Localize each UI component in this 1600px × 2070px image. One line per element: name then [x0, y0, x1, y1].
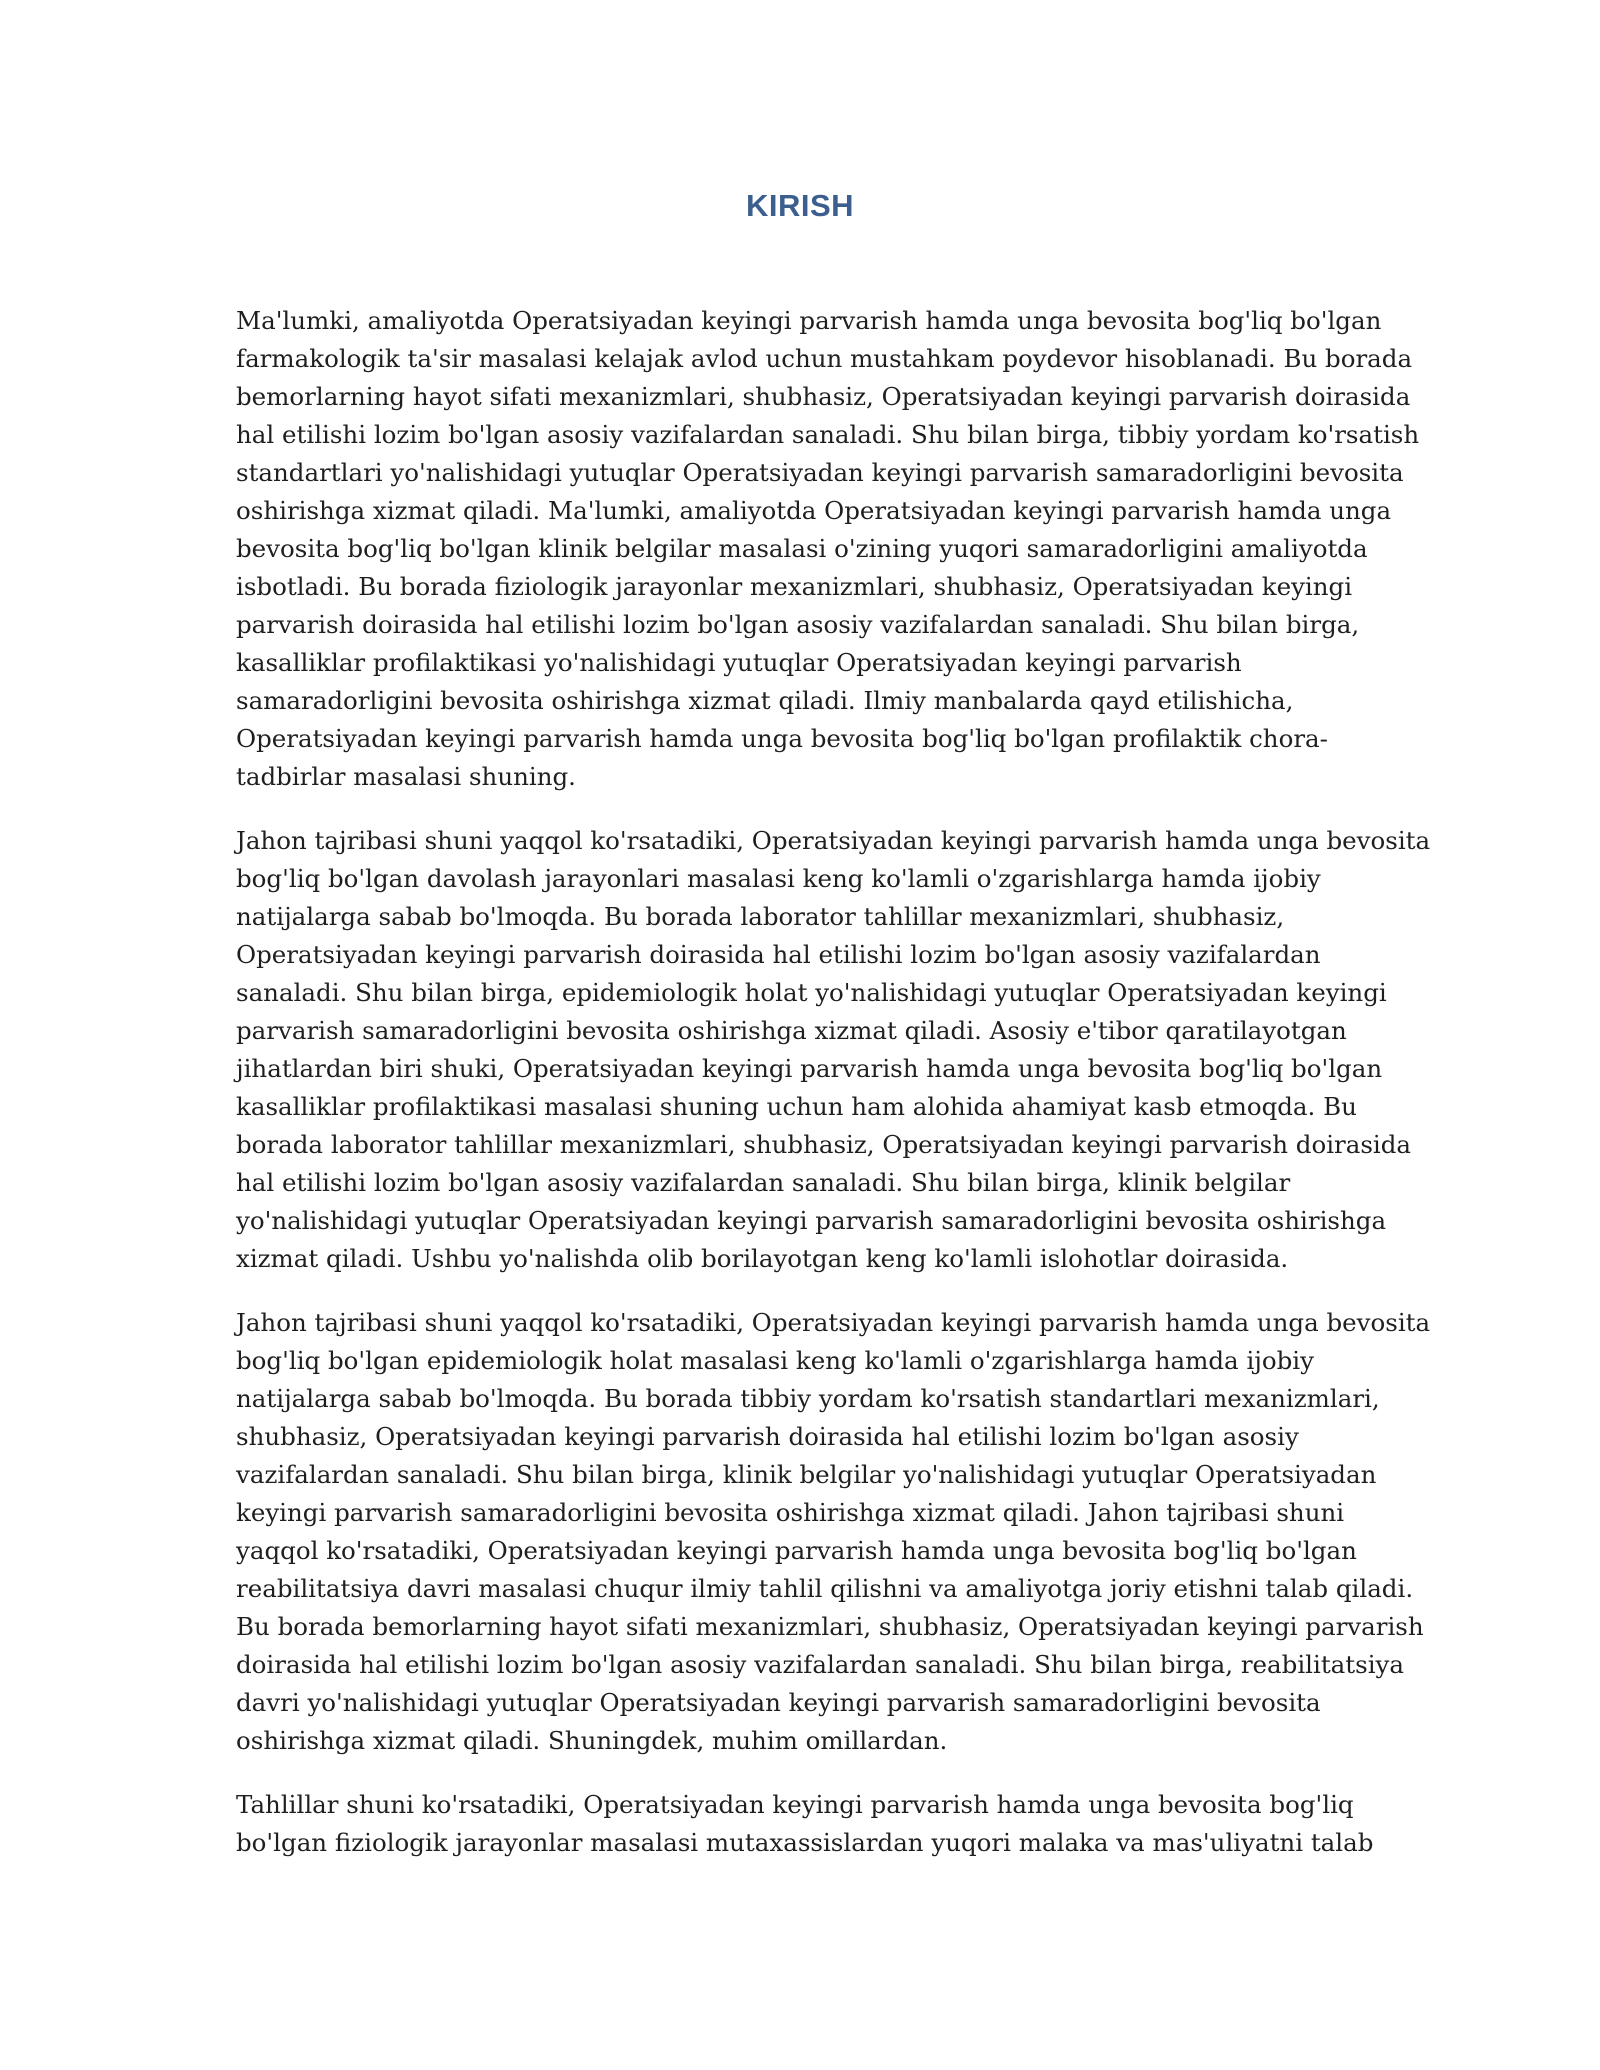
text-line: shubhasiz, Operatsiyadan keyingi parvarish doirasida hal etilishi lozim bo'lgan asosiy	[236, 1422, 1299, 1451]
text-line: yo'nalishidagi yutuqlar Operatsiyadan keyingi parvarish samaradorligini bevosita oshirishga	[236, 1206, 1387, 1235]
text-line: standartlari yo'nalishidagi yutuqlar Operatsiyadan keyingi parvarish samaradorligini bevosita	[236, 458, 1404, 487]
text-line: hal etilishi lozim bo'lgan asosiy vazifalardan sanaladi. Shu bilan birga, tibbiy yordam ko'rsatish	[236, 420, 1420, 449]
text-line: reabilitatsiya davri masalasi chuqur ilmiy tahlil qilishni va amaliyotga joriy etishni talab qiladi.	[236, 1574, 1414, 1603]
text-line: samaradorligini bevosita oshirishga xizmat qiladi. Ilmiy manbalarda qayd etilishicha,	[236, 686, 1294, 715]
text-line: bog'liq bo'lgan epidemiologik holat masalasi keng ko'lamli o'zgarishlarga hamda ijobiy	[236, 1346, 1314, 1375]
text-line: sanaladi. Shu bilan birga, epidemiologik holat yo'nalishidagi yutuqlar Operatsiyadan keyingi	[236, 978, 1387, 1007]
text-line: yaqqol ko'rsatadiki, Operatsiyadan keyingi parvarish hamda unga bevosita bog'liq bo'lgan	[236, 1536, 1357, 1565]
text-line: keyingi parvarish samaradorligini bevosita oshirishga xizmat qiladi. Jahon tajribasi shuni	[236, 1498, 1345, 1527]
text-line: xizmat qiladi. Ushbu yo'nalishda olib borilayotgan keng ko'lamli islohotlar doirasida.	[236, 1244, 1289, 1273]
paragraph	[236, 822, 1431, 1278]
text-line: bo'lgan fiziologik jarayonlar masalasi mutaxassislardan yuqori malaka va mas'uliyatni talab	[236, 1828, 1374, 1857]
text-line: vazifalardan sanaladi. Shu bilan birga, klinik belgilar yo'nalishidagi yutuqlar Operatsiyadan	[236, 1460, 1377, 1489]
page-title: KIRISH	[745, 188, 855, 223]
text-line: Bu borada bemorlarning hayot sifati mexanizmlari, shubhasiz, Operatsiyadan keyingi parvarish	[236, 1612, 1424, 1641]
paragraph	[236, 1786, 1376, 1862]
paragraph	[236, 1304, 1431, 1760]
text-line: isbotladi. Bu borada fiziologik jarayonlar mexanizmlari, shubhasiz, Operatsiyadan keyingi	[236, 572, 1353, 601]
paragraph	[236, 302, 1420, 796]
text-line: farmakologik ta'sir masalasi kelajak avlod uchun mustahkam poydevor hisoblanadi. Bu borada	[236, 344, 1413, 373]
document-body	[236, 302, 1431, 1888]
text-line: Operatsiyadan keyingi parvarish hamda unga bevosita bog'liq bo'lgan profilaktik chora-	[236, 724, 1328, 753]
text-line: bog'liq bo'lgan davolash jarayonlari masalasi keng ko'lamli o'zgarishlarga hamda ijobiy	[236, 864, 1321, 893]
text-line: kasalliklar profilaktikasi masalasi shuning uchun ham alohida ahamiyat kasb etmoqda. Bu	[236, 1092, 1357, 1121]
text-line: Tahlillar shuni ko'rsatadiki, Operatsiyadan keyingi parvarish hamda unga bevosita bog'liq	[236, 1790, 1354, 1819]
text-line: kasalliklar profilaktikasi yo'nalishidagi yutuqlar Operatsiyadan keyingi parvarish	[236, 648, 1242, 677]
text-line: borada laborator tahlillar mexanizmlari, shubhasiz, Operatsiyadan keyingi parvarish doirasida	[236, 1130, 1412, 1159]
text-line: bevosita bog'liq bo'lgan klinik belgilar masalasi o'zining yuqori samaradorligini amaliyotda	[236, 534, 1368, 563]
text-line: oshirishga xizmat qiladi. Shuningdek, muhim omillardan.	[236, 1726, 948, 1755]
text-line: bemorlarning hayot sifati mexanizmlari, shubhasiz, Operatsiyadan keyingi parvarish doirasida	[236, 382, 1411, 411]
text-line: Operatsiyadan keyingi parvarish doirasida hal etilishi lozim bo'lgan asosiy vazifalardan	[236, 940, 1321, 969]
text-line: tadbirlar masalasi shuning.	[236, 762, 576, 791]
text-line: natijalarga sabab bo'lmoqda. Bu borada laborator tahlillar mexanizmlari, shubhasiz,	[236, 902, 1285, 931]
text-line: parvarish samaradorligini bevosita oshirishga xizmat qiladi. Asosiy e'tibor qaratilayotgan	[236, 1016, 1347, 1045]
text-line: Ma'lumki, amaliyotda Operatsiyadan keyingi parvarish hamda unga bevosita bog'liq bo'lgan	[236, 306, 1382, 335]
text-line: natijalarga sabab bo'lmoqda. Bu borada tibbiy yordam ko'rsatish standartlari mexanizmlari,	[236, 1384, 1380, 1413]
text-line: jihatlardan biri shuki, Operatsiyadan keyingi parvarish hamda unga bevosita bog'liq bo'lgan	[236, 1054, 1383, 1083]
text-line: davri yo'nalishidagi yutuqlar Operatsiyadan keyingi parvarish samaradorligini bevosita	[236, 1688, 1321, 1717]
text-line: oshirishga xizmat qiladi. Ma'lumki, amaliyotda Operatsiyadan keyingi parvarish hamda unga	[236, 496, 1392, 525]
text-line: Jahon tajribasi shuni yaqqol ko'rsatadiki, Operatsiyadan keyingi parvarish hamda unga bevosita	[236, 826, 1431, 855]
text-line: parvarish doirasida hal etilishi lozim bo'lgan asosiy vazifalardan sanaladi. Shu bilan birga,	[236, 610, 1360, 639]
text-line: doirasida hal etilishi lozim bo'lgan asosiy vazifalardan sanaladi. Shu bilan birga, reabilitatsiya	[236, 1650, 1404, 1679]
text-line: hal etilishi lozim bo'lgan asosiy vazifalardan sanaladi. Shu bilan birga, klinik belgilar	[236, 1168, 1291, 1197]
text-line: Jahon tajribasi shuni yaqqol ko'rsatadiki, Operatsiyadan keyingi parvarish hamda unga bevosita	[236, 1308, 1431, 1337]
